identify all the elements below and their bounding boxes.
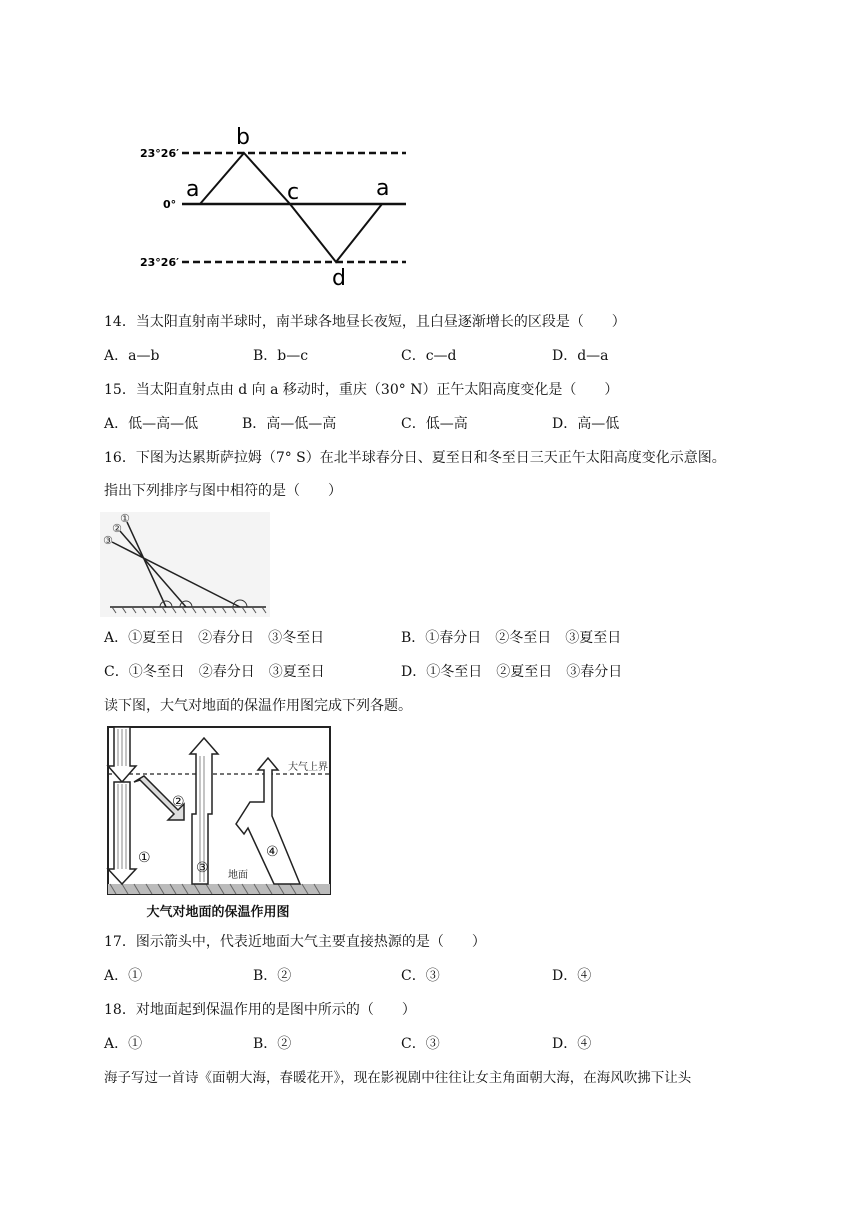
q16-stem-line1: 16．下图为达累斯萨拉姆（7° S）在北半球春分日、夏至日和冬至日三天正午太阳高度变化示意图。 (104, 450, 726, 466)
arrow-label-2: ② (172, 794, 185, 810)
figure-intro: 读下图，大气对地面的保温作用图完成下列各题。 (104, 698, 412, 714)
atmosphere-top-label: 大气上界 (288, 762, 328, 773)
q16-option-d[interactable]: D．①冬至日 ②夏至日 ③春分日 (401, 664, 623, 680)
q14-option-d[interactable]: D．d—a (552, 348, 609, 364)
reading-paragraph: 海子写过一首诗《面朝大海，春暖花开》，现在影视剧中往往让女主角面朝大海，在海风吹拂下让头 (104, 1070, 692, 1086)
q18-option-c[interactable]: C．③ (401, 1036, 440, 1052)
q14-option-c[interactable]: C．c—d (401, 348, 457, 364)
lat-label-bottom: 23°26′ (140, 256, 180, 269)
q16-option-c[interactable]: C．①冬至日 ②春分日 ③夏至日 (104, 664, 325, 680)
insulation-figure (100, 724, 336, 924)
point-a-left: a (186, 177, 200, 202)
q16-stem-line2: 指出下列排序与图中相符的是（ ） (104, 483, 342, 499)
q17-option-b[interactable]: B．② (253, 968, 292, 984)
q14-option-a[interactable]: A．a—b (104, 348, 160, 364)
q15-option-d[interactable]: D．高—低 (552, 416, 620, 432)
point-a-right: a (376, 176, 390, 201)
arrow-label-4: ④ (266, 844, 279, 860)
q16-option-a[interactable]: A．①夏至日 ②春分日 ③冬至日 (104, 630, 325, 646)
q18-stem: 18．对地面起到保温作用的是图中所示的（ ） (104, 1002, 416, 1018)
q15-option-c[interactable]: C．低—高 (401, 416, 468, 432)
q18-option-a[interactable]: A．① (104, 1036, 143, 1052)
point-d: d (332, 266, 346, 291)
ground-label: 地面 (228, 870, 248, 881)
q14-option-b[interactable]: B．b—c (253, 348, 309, 364)
point-b: b (236, 125, 250, 150)
q15-option-a[interactable]: A．低—高—低 (104, 416, 199, 432)
arrow-label-3: ③ (196, 860, 209, 876)
q17-stem: 17．图示箭头中，代表近地面大气主要直接热源的是（ ） (104, 934, 486, 950)
q17-option-d[interactable]: D．④ (552, 968, 592, 984)
q18-option-b[interactable]: B．② (253, 1036, 292, 1052)
q17-option-a[interactable]: A．① (104, 968, 143, 984)
figure-caption: 大气对地面的保温作用图 (146, 905, 290, 920)
q17-option-c[interactable]: C．③ (401, 968, 440, 984)
ray-label-2: ② (112, 522, 122, 535)
lat-label-equator: 0° (163, 198, 177, 211)
point-c: c (287, 180, 300, 205)
ray-label-3: ③ (103, 534, 113, 547)
q16-option-b[interactable]: B．①春分日 ②冬至日 ③夏至日 (401, 630, 622, 646)
noon-sun-angle-figure (100, 512, 270, 617)
ray-label-1: ① (120, 512, 130, 525)
q15-option-b[interactable]: B．高—低—高 (242, 416, 337, 432)
sun-migration-figure (130, 122, 420, 292)
q18-option-d[interactable]: D．④ (552, 1036, 592, 1052)
q15-stem: 15．当太阳直射点由 d 向 a 移动时，重庆（30° N）正午太阳高度变化是（ ） (104, 382, 619, 398)
arrow-label-1: ① (138, 850, 151, 866)
lat-label-top: 23°26′ (140, 147, 180, 160)
q14-stem: 14．当太阳直射南半球时，南半球各地昼长夜短，且白昼逐渐增长的区段是（ ） (104, 314, 626, 330)
